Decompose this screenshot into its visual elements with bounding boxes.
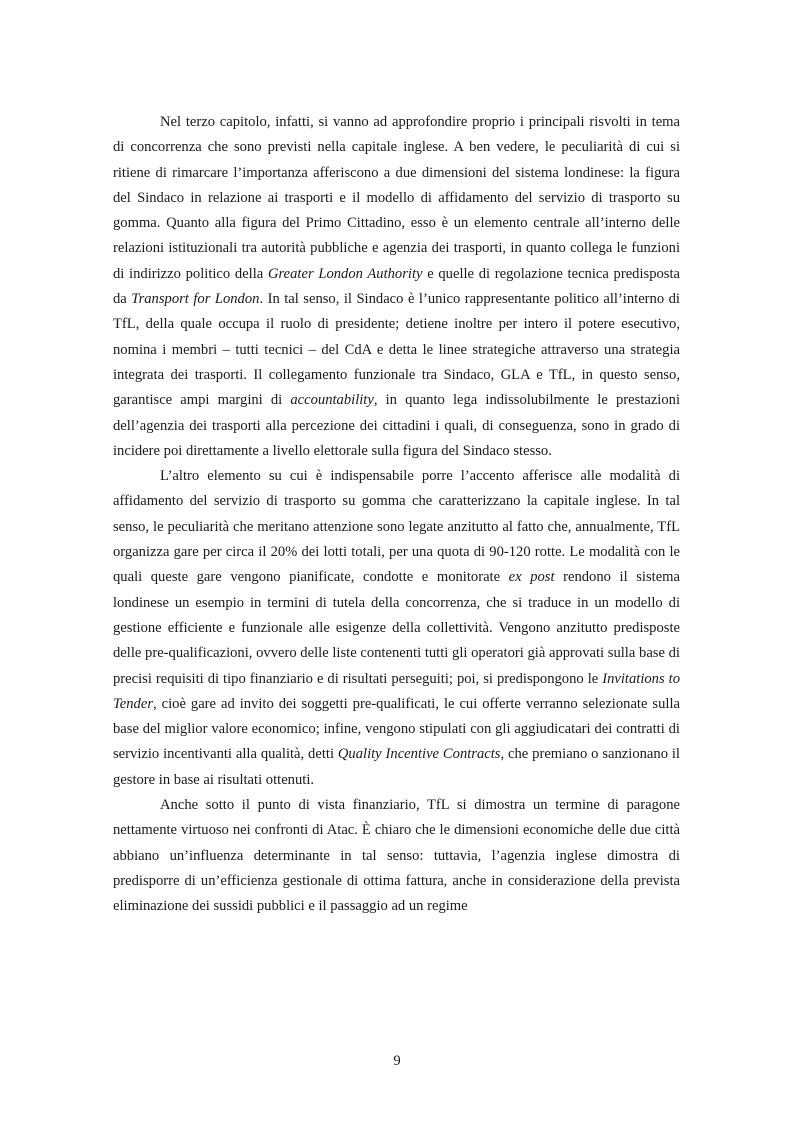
text-run: e quelle di regolazione tecnica predisposta da [113,265,681,308]
text-run: , in quanto lega indissolubilmente le prestazioni dell’agenzia dei trasporti alla percezione dei cittadini i quali, di conseguenza, sono in grado di incidere poi direttamente a livello elettorale sulla figura del Sindaco stesso. [113,392,680,459]
text-run: Nel terzo capitolo, infatti, si vanno ad approfondire proprio i principali risvolti in tema di concorrenza che sono previsti nella capitale inglese. A ben vedere, le peculiarità di cui si ritiene di rimarcare l’importanza afferiscono a due dimensioni del sistema londinese: la figura del Sindaco in relazione ai trasporti e il modello di affidamento del servizio di trasporto su gomma. Quanto alla figura del Primo Cittadino, esso è un elemento centrale all’interno delle relazioni istituzionali tra autorità pubbliche e agenzia dei trasporti, in quanto collega le funzioni di indirizzo politico della [113,114,680,282]
paragraph-3 [113,793,680,919]
body-text [113,110,680,920]
italic-term: ex post [508,569,555,586]
italic-term: accountability [290,392,374,409]
paragraph-1 [113,110,680,464]
text-run: Anche sotto il punto di vista finanziario, TfL si dimostra un termine di paragone nettamente virtuoso nei confronti di Atac. È chiaro che le dimensioni economiche delle due città abbiano un’influenza determinante in tal senso: tuttavia, l’agenzia inglese dimostra di predisporre di un’efficienza gestionale di ottima fattura, anche in considerazione della prevista eliminazione dei sussidi pubblici e il passaggio ad un regime [113,797,680,915]
text-run: L’altro elemento su cui è indispensabile porre l’accento afferisce alle modalità di affidamento del servizio di trasporto su gomma che caratterizzano la capitale inglese. In tal senso, le peculiarità che meritano attenzione sono legate anzitutto al fatto che, annualmente, TfL organizza gare per circa il 20% dei lotti totali, per una quota di 90-120 rotte. Le modalità con le quali queste gare vengono pianificate, condotte e monitorate [113,468,680,586]
italic-term: Quality Incentive Contracts [337,746,501,763]
text-run: . In tal senso, il Sindaco è l’unico rappresentante politico all’interno di TfL, della quale occupa il ruolo di presidente; detiene inoltre per intero il potere esecutivo, nomina i membri – tutti tecnici – del CdA e detta le linee strategiche attraverso una strategia integrata dei trasporti. Il collegamento funzionale tra Sindaco, GLA e TfL, in questo senso, garantisce ampi margini di [113,291,680,409]
text-run: rendono il sistema londinese un esempio in termini di tutela della concorrenza, che si traduce in un modello di gestione efficiente e funzionale alle esigenze della collettività. Vengono anzitutto predisposte delle pre-qualificazioni, ovvero delle liste contenenti tutti gli operatori già approvati sulla base di precisi requisiti di tipo finanziario e di risultati perseguiti; poi, si predispongono le [113,569,680,687]
paragraph-2 [113,464,680,793]
text-run: , che premiano o sanzionano il gestore in base ai risultati ottenuti. [113,746,680,788]
italic-term: Greater London Authority [267,265,423,282]
text-run: , cioè gare ad invito dei soggetti pre-qualificati, le cui offerte verranno selezionate sulla base del miglior valore economico; infine, vengono stipulati con gli aggiudicatari dei contratti di servizio incentivanti alla qualità, detti [113,695,680,763]
italic-term: Transport for London [131,291,260,308]
italic-term: Invitations to Tender [113,670,680,712]
page-number: 9 [393,1053,401,1069]
